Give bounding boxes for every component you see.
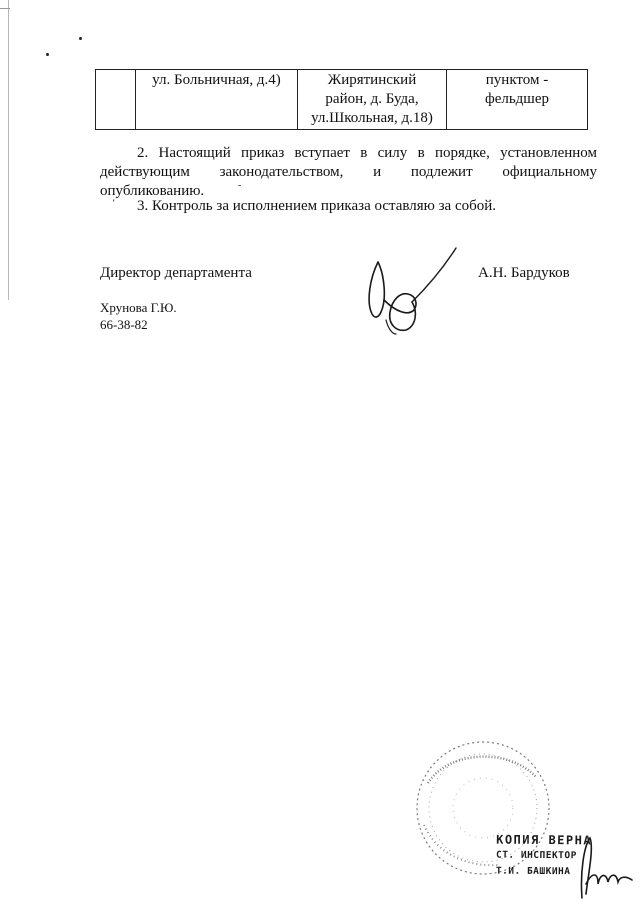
scan-mark: -: [238, 180, 242, 191]
table-cell-line: фельдшер: [484, 91, 550, 107]
table-cell-line: пунктом -: [485, 72, 549, 88]
table-cell-line: ул.Школьная, д.18): [311, 110, 433, 126]
clause-2: 2. Настоящий приказ вступает в силу в порядке, установленном действующим законодательством, и подлежит официальному опубликованию.: [100, 145, 597, 199]
table-cell-type: [447, 70, 588, 130]
signatory-name: А.Н. Бардуков: [478, 265, 570, 281]
scan-mark: ‘: [112, 198, 116, 209]
executor-name: Хрунова Г.Ю.: [100, 300, 177, 315]
signatory-position: Директор департамента: [100, 265, 252, 281]
scan-dot: [79, 37, 82, 40]
stamp-line-position: СТ. ИНСПЕКТОР: [495, 849, 577, 862]
scan-edge-line: [8, 0, 9, 300]
table-cell-number: [96, 70, 136, 130]
table-row: [96, 70, 588, 130]
table-cell-line: район, д. Буда,: [325, 91, 419, 107]
stamp-line-copy: КОПИЯ ВЕРНА: [496, 832, 593, 848]
table-cell-location: [298, 70, 447, 130]
institutions-table: [95, 69, 588, 130]
table-cell-line: Жирятинский: [327, 72, 417, 88]
executor-phone: 66-38-82: [100, 317, 148, 332]
scan-dot: [46, 53, 49, 56]
stamp-line-name: Т.И. БАШКИНА: [495, 865, 571, 878]
scan-edge-tick: [0, 8, 10, 9]
inspector-signature: [574, 832, 636, 902]
clause-3: 3. Контроль за исполнением приказа оставляю за собой.: [137, 198, 497, 214]
table-cell-address: ул. Больничная, д.4): [136, 70, 298, 130]
director-signature: [356, 240, 476, 340]
